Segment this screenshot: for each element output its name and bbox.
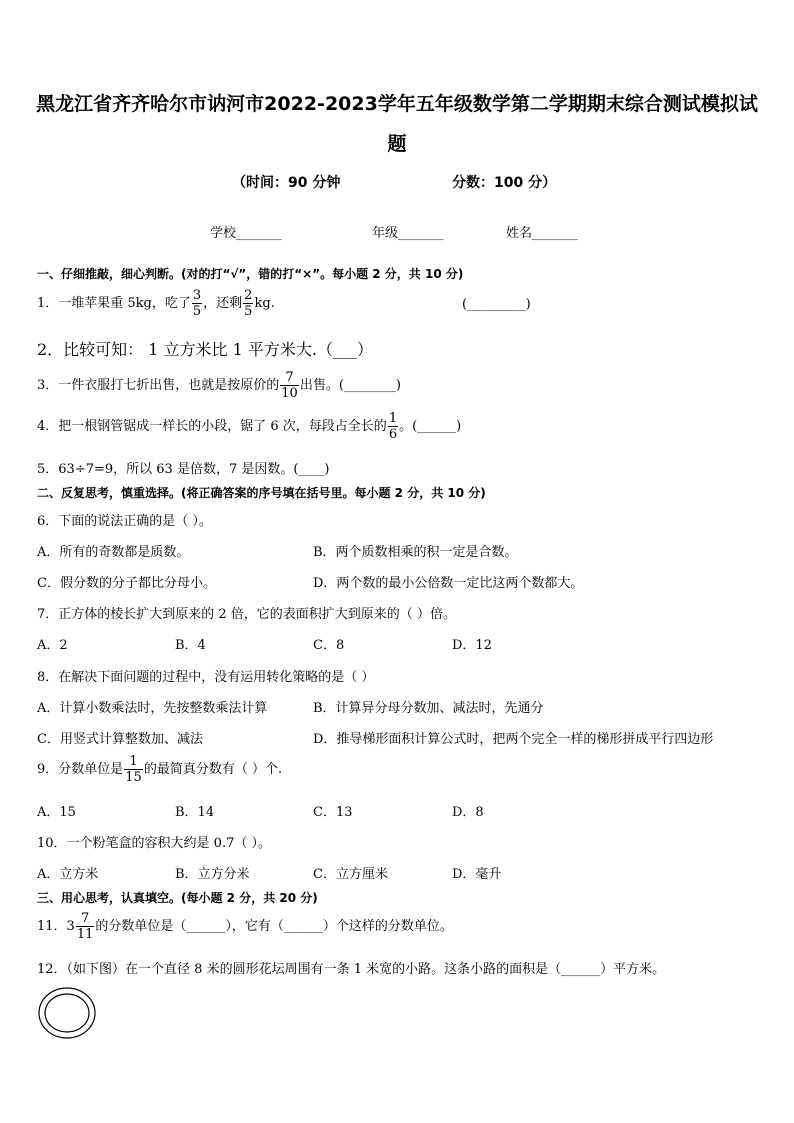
question-7: 7．正方体的棱长扩大到原来的 2 倍，它的表面积扩大到原来的（ ）倍。	[37, 607, 456, 622]
q10-option-d[interactable]: D．毫升	[452, 867, 502, 882]
q7-option-c[interactable]: C．8	[313, 638, 345, 653]
title-line-2: 题	[387, 133, 407, 155]
score-label: 分数：100 分）	[452, 175, 557, 191]
fraction: $\frac{2}{5}$	[244, 288, 253, 319]
q10-option-c[interactable]: C．立方厘米	[313, 867, 388, 882]
outer-circle	[39, 988, 95, 1038]
question-8: 8．在解决下面问题的过程中，没有运用转化策略的是（ ）	[37, 670, 375, 685]
q1-answer-blank[interactable]: (_________)	[462, 297, 531, 312]
q8-option-d[interactable]: D．推导梯形面积计算公式时，把两个完全一样的梯形拼成平行四边形	[313, 732, 714, 747]
q11-text-2: 的分数单位是（______），它有（______）个这样的分数单位。	[95, 919, 453, 934]
q1-text-3: kg.	[254, 296, 275, 311]
q7-option-d[interactable]: D．12	[452, 638, 492, 653]
ring-path-figure	[37, 985, 97, 1041]
q9-option-d[interactable]: D．8	[452, 805, 484, 820]
q10-option-a[interactable]: A．立方米	[37, 867, 99, 882]
title-line-1: 黑龙江省齐齐哈尔市讷河市2022-2023学年五年级数学第二学期期末综合测试模拟试	[36, 93, 758, 115]
section-2-heading: 二、反复思考，慎重选择。(将正确答案的序号填在括号里。每小题 2 分，共 10 分)	[37, 486, 486, 500]
section-3-heading: 三、用心思考，认真填空。(每小题 2 分，共 20 分)	[37, 891, 318, 905]
question-5: 5．63÷7=9，所以 63 是倍数，7 是因数。(____)	[37, 462, 330, 477]
q3-text-2: 出售。(________)	[299, 378, 401, 393]
school-field[interactable]: 学校_______	[210, 226, 282, 241]
fraction: $\frac{7}{10}$	[281, 370, 298, 401]
q9-text: 9．分数单位是	[37, 762, 124, 777]
q1-text-2: ，还剩	[203, 296, 243, 311]
fraction: $\frac{1}{15}$	[125, 754, 142, 785]
question-11	[37, 911, 453, 942]
q9-option-b[interactable]: B．14	[175, 805, 215, 820]
q9-option-a[interactable]: A．15	[37, 805, 76, 820]
q3-text: 3．一件衣服打七折出售，也就是按原价的	[37, 378, 280, 393]
q6-option-d[interactable]: D．两个数的最小公倍数一定比这两个数都大。	[313, 576, 584, 591]
q8-option-b[interactable]: B．计算异分母分数加、减法时，先通分	[313, 701, 544, 716]
question-2: 2．比较可知： 1 立方米比 1 平方米大.（___）	[37, 340, 373, 359]
grade-field[interactable]: 年级_______	[372, 226, 444, 241]
q9-text-2: 的最简真分数有（ ）个.	[143, 762, 283, 777]
question-12: 12．（如下图）在一个直径 8 米的圆形花坛周围有一条 1 米宽的小路。这条小路的面积是（______）平方米。	[37, 962, 666, 977]
q8-option-a[interactable]: A．计算小数乘法时，先按整数乘法计算	[37, 701, 268, 716]
q10-option-b[interactable]: B．立方分米	[175, 867, 250, 882]
q11-text: 11．3	[37, 919, 75, 934]
q6-option-c[interactable]: C．假分数的分子都比分母小。	[37, 576, 216, 591]
question-3	[37, 370, 401, 401]
fraction: $\frac{7}{11}$	[76, 911, 94, 942]
q4-text-2: 。(______)	[399, 419, 462, 434]
q7-option-b[interactable]: B．4	[175, 638, 206, 653]
q6-option-b[interactable]: B．两个质数相乘的积一定是合数。	[313, 545, 518, 560]
q4-text: 4．把一根钢管锯成一样长的小段，锯了 6 次，每段占全长的	[37, 419, 387, 434]
question-10: 10．一个粉笔盒的容积大约是 0.7（ ）。	[37, 836, 271, 851]
question-6: 6．下面的说法正确的是（ ）。	[37, 514, 212, 529]
page-title	[30, 84, 764, 164]
inner-circle	[45, 994, 89, 1032]
q7-option-a[interactable]: A．2	[37, 638, 68, 653]
question-1	[37, 288, 275, 319]
fraction: $\frac{1}{6}$	[388, 411, 398, 442]
time-label: （时间：90 分钟	[232, 175, 341, 191]
q9-option-c[interactable]: C．13	[313, 805, 353, 820]
question-9	[37, 754, 282, 785]
fraction: $\frac{3}{5}$	[192, 288, 202, 319]
name-field[interactable]: 姓名_______	[506, 226, 578, 241]
q1-text: 1．一堆苹果重 5kg，吃了	[37, 296, 191, 311]
q6-option-a[interactable]: A．所有的奇数都是质数。	[37, 545, 190, 560]
section-1-heading: 一、仔细推敲，细心判断。(对的打“√”，错的打“×”。每小题 2 分，共 10 分)	[37, 267, 464, 281]
q8-option-c[interactable]: C．用竖式计算整数加、减法	[37, 732, 203, 747]
question-4	[37, 411, 461, 442]
